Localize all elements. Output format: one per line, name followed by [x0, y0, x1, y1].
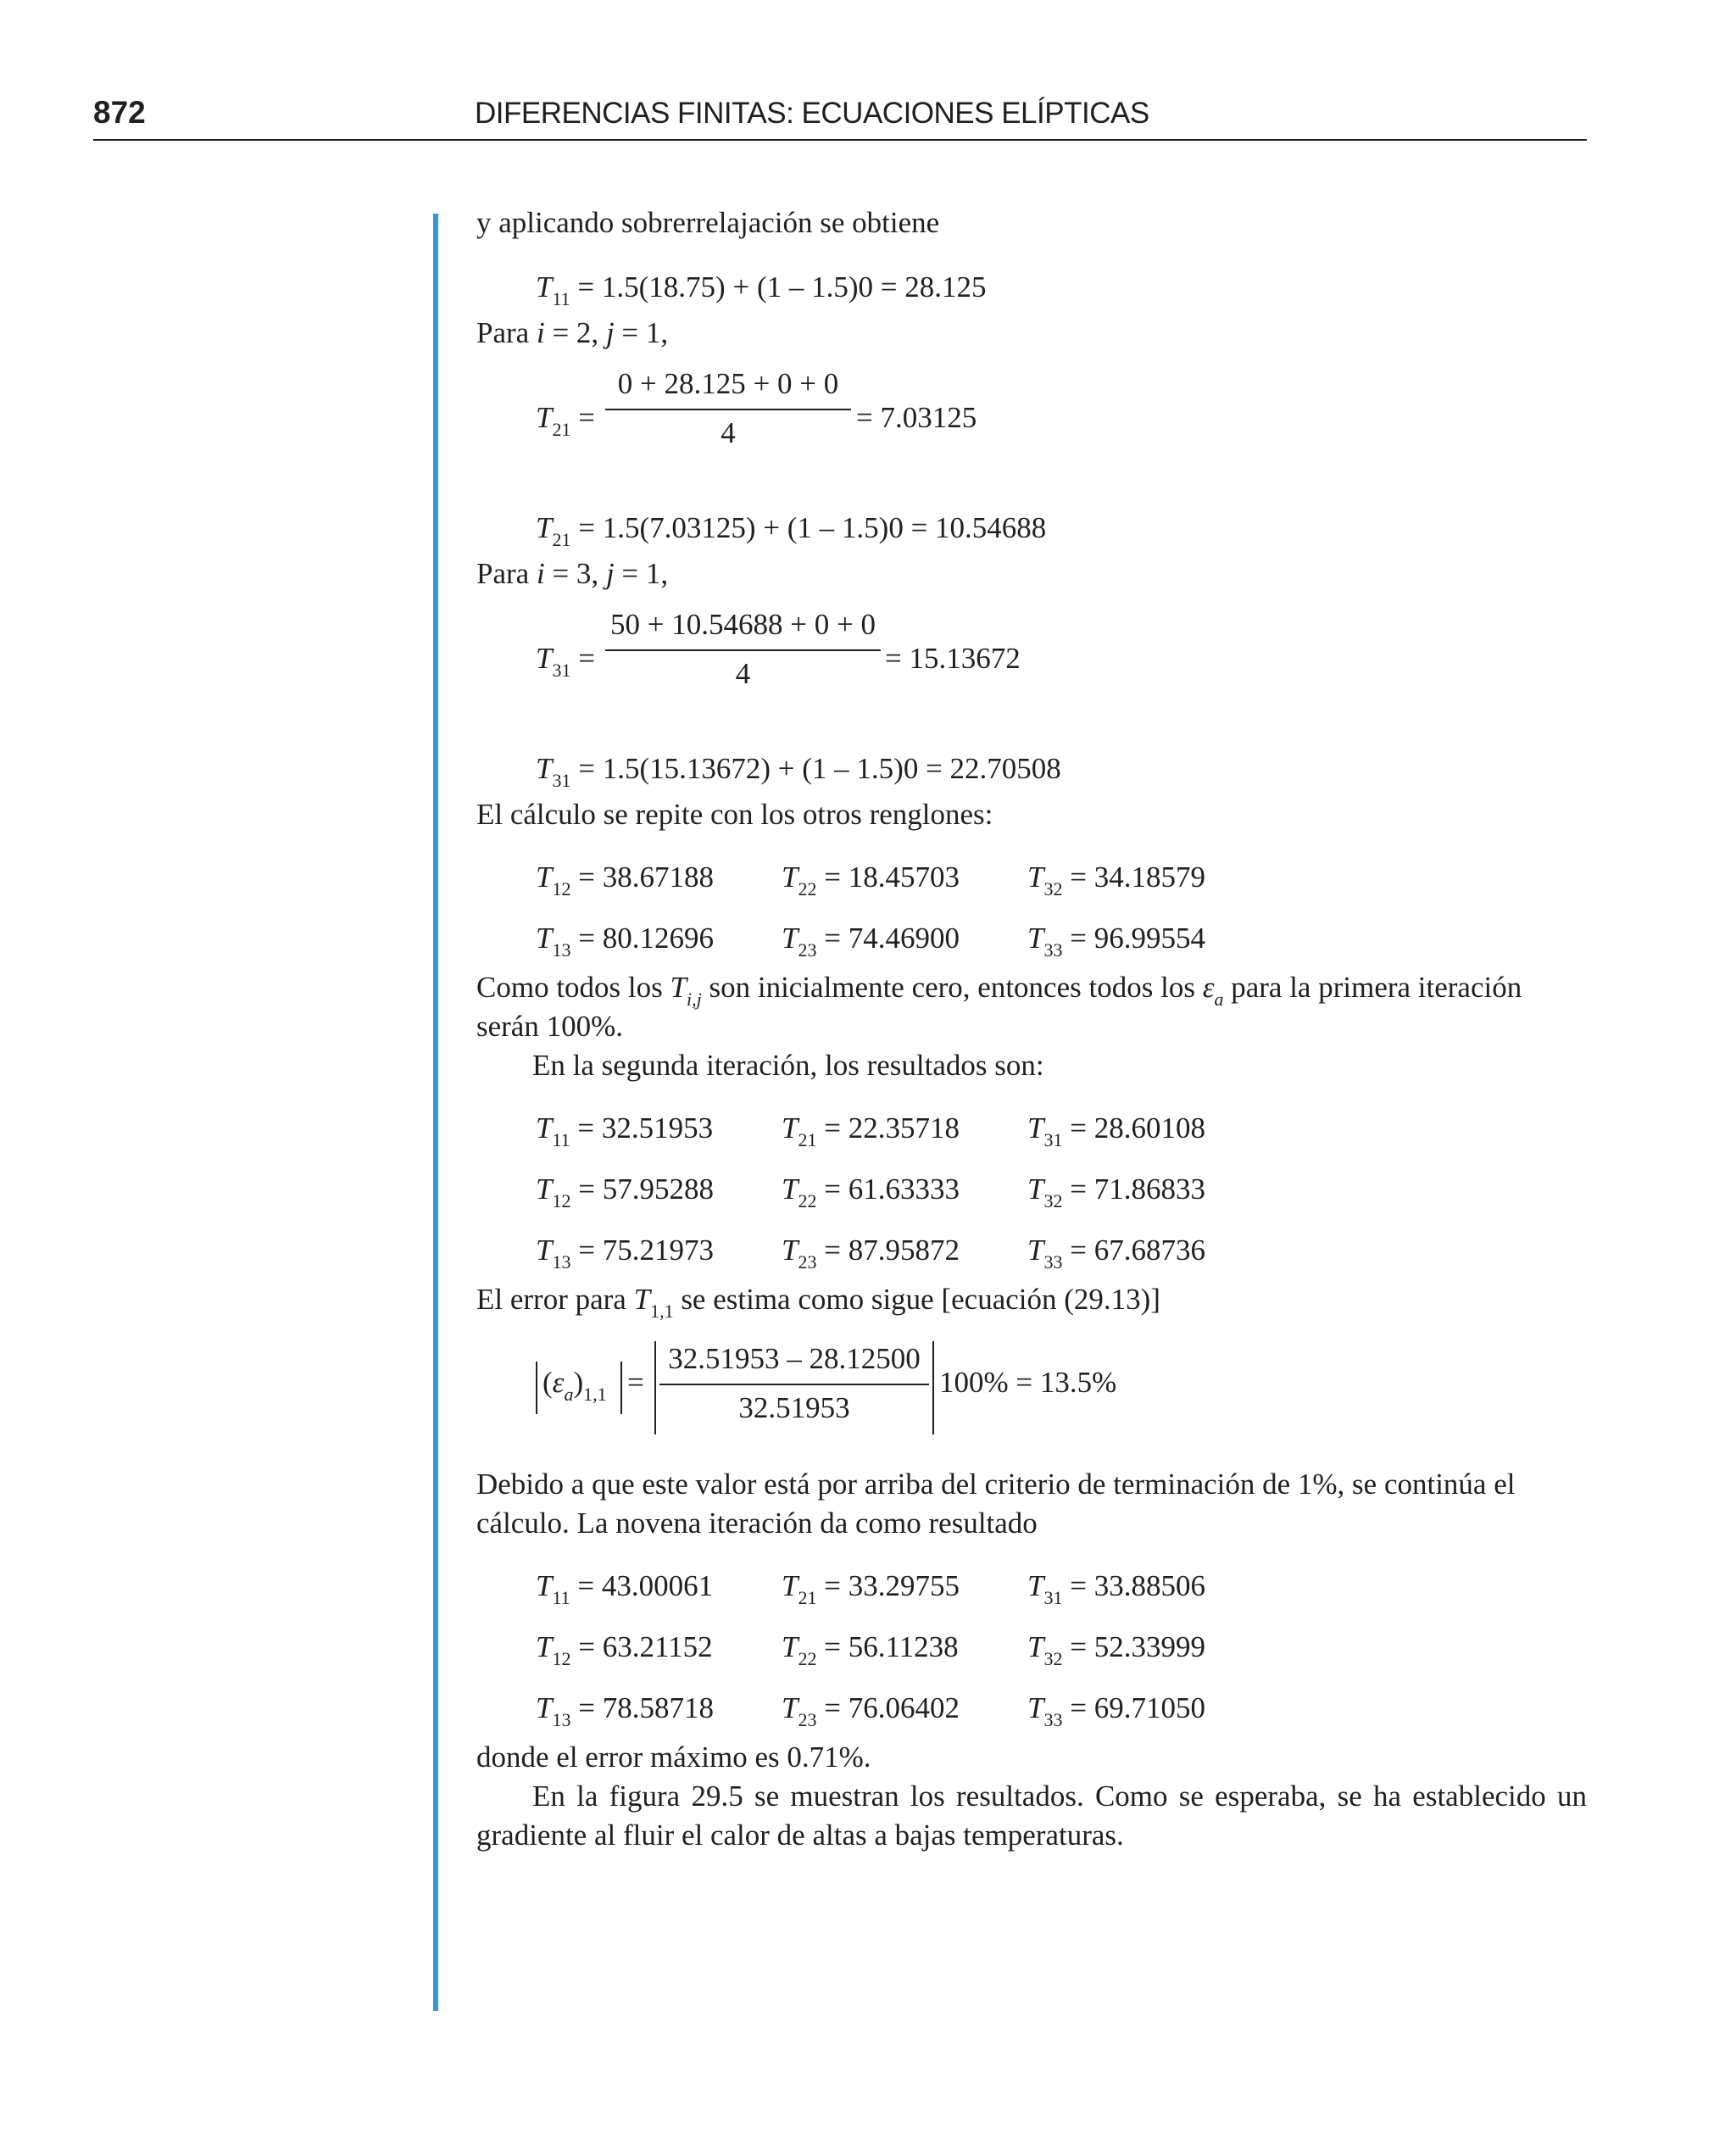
results-row: $T_{13} = 75.21973$ $T_{23} = 87.95872$ $T_{33} = 67.68736$: [536, 1234, 1205, 1273]
ninth-iteration-results: [536, 1555, 1587, 1738]
results-row: $T_{11} = 32.51953$ $T_{21} = 22.35718$ $T_{31} = 28.60108$: [536, 1111, 1205, 1150]
paragraph-initial-zero: Como todos los $T_{i,j}$ son inicialmente cero, entonces todos los $\varepsilon_a$ para la primera iteración serán 100%.: [476, 971, 1522, 1043]
side-margin-rule: [433, 214, 438, 2011]
paragraph-continue: Debido a que este valor está por arriba del criterio de terminación de 1%, se continúa el cálculo. La novena iteración da como resultado: [476, 1468, 1516, 1540]
fraction-bar: [605, 649, 881, 651]
fraction-result: = 7.03125: [856, 401, 977, 434]
fraction-denominator: 4: [721, 416, 736, 449]
abs-bar-fraction-left: [654, 1341, 656, 1434]
abs-bar-right: [620, 1362, 622, 1414]
abs-bar-fraction-right: [932, 1341, 934, 1434]
paragraph-repeat: El cálculo se repite con los otros renglones:: [476, 798, 993, 831]
page-body: [476, 203, 1587, 1855]
second-iteration-results: [536, 1097, 1587, 1280]
paragraph-error-estimate: El error para $T_{1,1}$ se estima como sigue [ecuación (29.13)]: [476, 1283, 1160, 1322]
results-row: $T_{12} = 57.95288$ $T_{22} = 61.63333$ $T_{32} = 71.86833$: [536, 1172, 1205, 1211]
fraction-denominator: 4: [735, 657, 751, 690]
equation-t31-fraction: $T_{31}$ = 50 + 10.54688 + 0 + 0 4 = 15.13672: [536, 605, 1587, 724]
fraction-result: = 15.13672: [885, 642, 1021, 675]
results-row: $T_{12} = 38.67188$ $T_{22} = 18.45703$ $T_{32} = 34.18579$: [536, 861, 1205, 900]
equation-relative-error: $(\varepsilon_a)_{1,1}$ = 32.51953 – 28.12500 32.51953 100% = 13.5%: [536, 1338, 1587, 1465]
paragraph-overrelaxation: y aplicando sobrerrelajación se obtiene: [476, 206, 940, 239]
paragraph-max-error: donde el error máximo es 0.71%.: [476, 1741, 871, 1774]
equation-t21-overrelaxed: $T_{21} = 1.5(7.03125) + (1 - 1.5)0 = 10.54688$: [536, 511, 1047, 550]
fraction-bar: [605, 409, 851, 410]
paragraph-second-iteration: En la segunda iteración, los resultados son:: [532, 1049, 1044, 1082]
page-header: [93, 95, 1587, 141]
first-iteration-results: [536, 846, 1587, 968]
fraction-numerator: 50 + 10.54688 + 0 + 0: [610, 608, 876, 641]
results-row: $T_{12} = 63.21152$ $T_{22} = 56.11238$ $T_{32} = 52.33999$: [536, 1630, 1205, 1669]
results-row: $T_{13} = 80.12696$ $T_{23} = 74.46900$ $T_{33} = 96.99554$: [536, 922, 1205, 961]
equation-t31-overrelaxed: $T_{31} = 1.5(15.13672) + (1 - 1.5)0 = 22.70508$: [536, 752, 1061, 791]
fraction-denominator: 32.51953: [738, 1391, 850, 1424]
paragraph-para-i3-j1: Para i = 3, j = 1,: [476, 557, 669, 590]
paragraph-para-i2-j1: Para i = 2, j = 1,: [476, 316, 669, 349]
paragraph-figure-reference: En la figura 29.5 se muestran los resultados. Como se esperaba, se ha establecido un gradiente al fluir el calor de altas a bajas temperaturas.: [476, 1780, 1587, 1852]
results-row: $T_{11} = 43.00061$ $T_{21} = 33.29755$ $T_{31} = 33.88506$: [536, 1569, 1205, 1608]
fraction-numerator: 32.51953 – 28.12500: [668, 1342, 921, 1375]
running-title: DIFERENCIAS FINITAS: ECUACIONES ELÍPTICAS: [475, 97, 1149, 130]
fraction-numerator: 0 + 28.125 + 0 + 0: [617, 367, 839, 400]
page-number: 872: [93, 95, 146, 130]
abs-bar-left: [536, 1362, 537, 1414]
equation-t21-fraction: $T_{21}$ = 0 + 28.125 + 0 + 0 4 = 7.03125: [536, 365, 1587, 483]
equation-t11-overrelaxed: $T_{11} = 1.5(18.75) + (1 - 1.5)0 = 28.125$: [536, 270, 987, 309]
error-result: 100% = 13.5%: [939, 1366, 1117, 1399]
results-row: $T_{13} = 78.58718$ $T_{23} = 76.06402$ $T_{33} = 69.71050$: [536, 1691, 1205, 1730]
fraction-bar: [659, 1384, 929, 1385]
